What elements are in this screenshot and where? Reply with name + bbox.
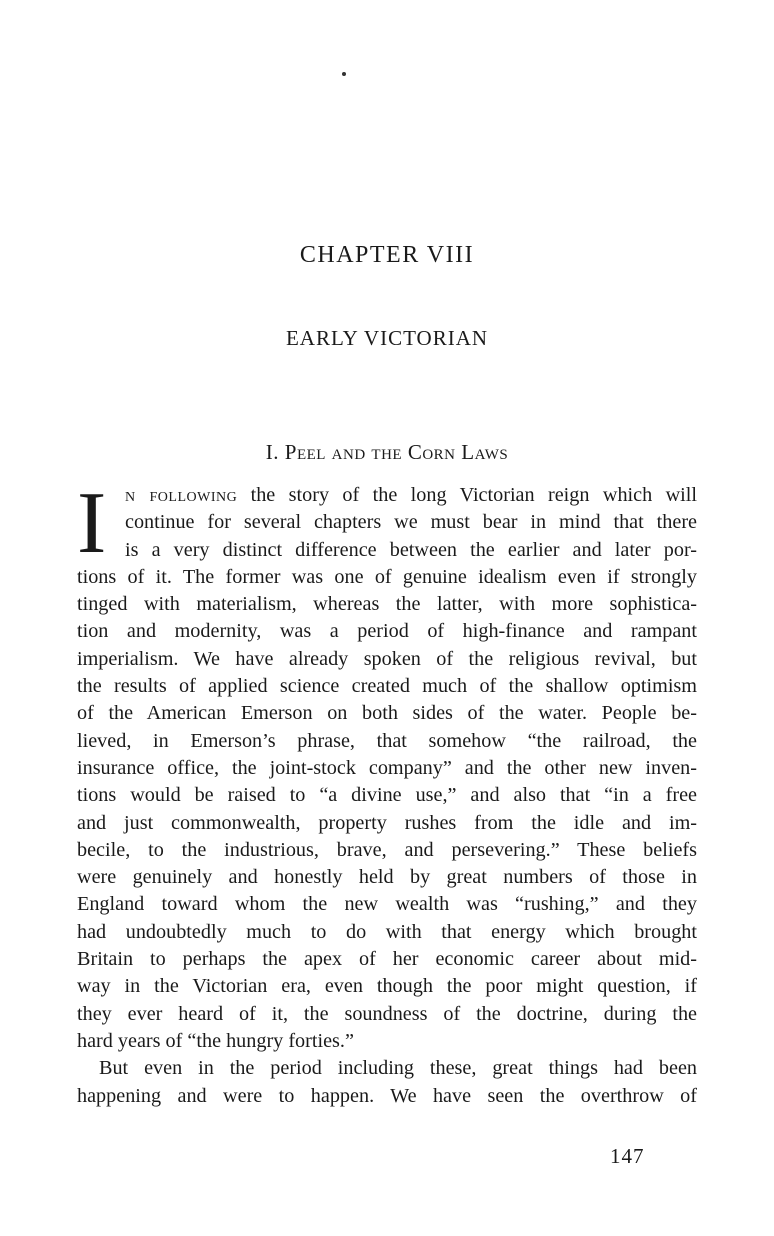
drop-cap: I (77, 475, 107, 572)
page-number: 147 (610, 1144, 645, 1168)
text-line: happening and were to happen. We have seen the overthrow of (77, 1084, 697, 1107)
text-line: of the American Emerson on both sides of the water. People be- (77, 702, 697, 725)
chapter-title: EARLY VICTORIAN (285, 326, 489, 350)
text-line: tions of it. The former was one of genuine idealism even if strongly (77, 565, 697, 588)
text-line: becile, to the industrious, brave, and persevering.” These beliefs (77, 838, 697, 861)
text-line: they ever heard of it, the soundness of the doctrine, during the (77, 1002, 697, 1025)
text-line: is a very distinct difference between the earlier and later por- (125, 538, 697, 561)
text-line: the results of applied science created much of the shallow optimism (77, 675, 697, 698)
text-line: Britain to perhaps the apex of her economic career about mid- (77, 948, 697, 971)
body-text (77, 475, 697, 1110)
section-heading: I. Peel and the Corn Laws (265, 440, 509, 464)
text-line: England toward whom the new wealth was “rushing,” and they (77, 893, 697, 916)
text-line: hard years of “the hungry forties.” (77, 1029, 354, 1052)
text-line: imperialism. We have already spoken of the religious revival, but (77, 647, 697, 670)
print-speck (342, 72, 346, 76)
text-line: had undoubtedly much to do with that energy which brought (77, 920, 697, 943)
text-line: lieved, in Emerson’s phrase, that somehow “the railroad, the (77, 729, 697, 752)
text-line: and just commonwealth, property rushes from the idle and im- (77, 811, 697, 834)
text-line: continue for several chapters we must bear in mind that there (125, 511, 697, 534)
text-line-segment: the story of the long Victorian reign which will (237, 484, 697, 506)
text-line: way in the Victorian era, even though the poor might question, if (77, 975, 697, 998)
chapter-heading: CHAPTER VIII (299, 242, 475, 268)
text-line: tion and modernity, was a period of high-finance and rampant (77, 620, 697, 643)
lead-small-caps: n following (125, 484, 238, 506)
text-line: But even in the period including these, great things had been (99, 1057, 697, 1080)
text-line: tions would be raised to “a divine use,” and also that “in a free (77, 784, 697, 807)
text-line (77, 482, 697, 509)
text-line: were genuinely and honestly held by great numbers of those in (77, 866, 697, 889)
text-line: insurance office, the joint-stock company” and the other new inven- (77, 756, 697, 779)
text-line: tinged with materialism, whereas the latter, with more sophistica- (77, 593, 697, 616)
